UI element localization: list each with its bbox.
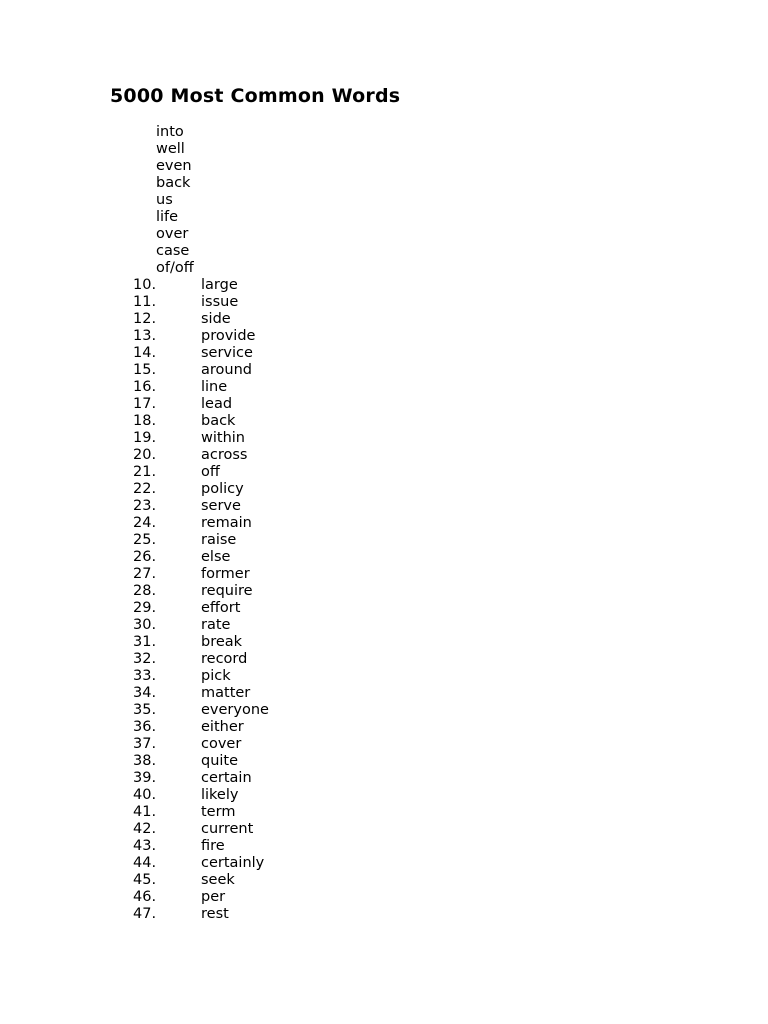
- list-item-number: 39.: [133, 770, 157, 786]
- list-item-word: everyone: [201, 702, 269, 718]
- list-item-number: 23.: [133, 498, 157, 514]
- list-item-word: record: [201, 651, 248, 667]
- list-item-word: former: [201, 566, 250, 582]
- list-item-word: lead: [201, 396, 233, 412]
- list-item-word: well: [156, 141, 185, 157]
- list-item-word: back: [201, 413, 236, 429]
- list-item-number: 45.: [133, 872, 157, 888]
- list-item-number: 10.: [133, 277, 157, 293]
- list-item-word: per: [201, 889, 226, 905]
- list-item-number: 16.: [133, 379, 157, 395]
- list-item-word: rest: [201, 906, 229, 922]
- page-title: 5000 Most Common Words: [110, 85, 401, 107]
- list-item-word: seek: [201, 872, 235, 888]
- list-item-number: 37.: [133, 736, 157, 752]
- list-item-number: 20.: [133, 447, 157, 463]
- list-item-number: 24.: [133, 515, 157, 531]
- list-item-number: 12.: [133, 311, 157, 327]
- list-item-number: 19.: [133, 430, 157, 446]
- list-item-word: into: [156, 124, 184, 140]
- list-item-word: break: [201, 634, 243, 650]
- list-item-word: certainly: [201, 855, 265, 871]
- list-item-word: even: [156, 158, 192, 174]
- list-item-word: off: [201, 464, 220, 480]
- list-item-word: pick: [201, 668, 231, 684]
- list-item-number: 32.: [133, 651, 157, 667]
- list-item-word: around: [201, 362, 252, 378]
- list-item-word: back: [156, 175, 191, 191]
- list-item-word: cover: [201, 736, 242, 752]
- list-item-word: serve: [201, 498, 241, 514]
- list-item-number: 38.: [133, 753, 157, 769]
- list-item-word: within: [201, 430, 245, 446]
- list-item-word: issue: [201, 294, 239, 310]
- list-item-word: us: [156, 192, 173, 208]
- list-item-number: 26.: [133, 549, 157, 565]
- list-item-word: across: [201, 447, 248, 463]
- list-item-number: 28.: [133, 583, 157, 599]
- list-item-word: side: [201, 311, 231, 327]
- list-item-number: 33.: [133, 668, 157, 684]
- list-item-word: either: [201, 719, 244, 735]
- list-item-word: large: [201, 277, 238, 293]
- list-item-number: 36.: [133, 719, 157, 735]
- list-item-number: 47.: [133, 906, 157, 922]
- list-item-number: 17.: [133, 396, 157, 412]
- list-item-word: rate: [201, 617, 231, 633]
- list-item-number: 35.: [133, 702, 157, 718]
- list-item-number: 46.: [133, 889, 157, 905]
- list-item-word: raise: [201, 532, 237, 548]
- list-item-word: provide: [201, 328, 256, 344]
- list-item-word: matter: [201, 685, 251, 701]
- list-item-word: term: [201, 804, 236, 820]
- list-item-word: remain: [201, 515, 252, 531]
- list-item-number: 22.: [133, 481, 157, 497]
- list-item-word: life: [156, 209, 179, 225]
- list-item-word: current: [201, 821, 254, 837]
- list-item-number: 41.: [133, 804, 157, 820]
- list-item-word: likely: [201, 787, 239, 803]
- list-item-number: 30.: [133, 617, 157, 633]
- list-item-number: 44.: [133, 855, 157, 871]
- list-item-number: 34.: [133, 685, 157, 701]
- list-item-word: certain: [201, 770, 252, 786]
- list-item-word: over: [156, 226, 189, 242]
- list-item-word: case: [156, 243, 190, 259]
- list-item-number: 13.: [133, 328, 157, 344]
- list-item-word: of/off: [156, 260, 194, 276]
- list-item-number: 14.: [133, 345, 157, 361]
- list-item-word: fire: [201, 838, 225, 854]
- list-item-word: line: [201, 379, 228, 395]
- list-item-word: policy: [201, 481, 244, 497]
- list-item-number: 15.: [133, 362, 157, 378]
- list-item-number: 18.: [133, 413, 157, 429]
- list-item-number: 40.: [133, 787, 157, 803]
- list-item-word: effort: [201, 600, 241, 616]
- list-item-number: 11.: [133, 294, 157, 310]
- list-item-number: 27.: [133, 566, 157, 582]
- list-item-word: service: [201, 345, 253, 361]
- list-item-word: else: [201, 549, 231, 565]
- list-item-number: 29.: [133, 600, 157, 616]
- list-item-number: 42.: [133, 821, 157, 837]
- list-item-number: 25.: [133, 532, 157, 548]
- list-item-word: quite: [201, 753, 239, 769]
- list-item-number: 21.: [133, 464, 157, 480]
- list-item-word: require: [201, 583, 253, 599]
- list-item-number: 43.: [133, 838, 157, 854]
- list-item-number: 31.: [133, 634, 157, 650]
